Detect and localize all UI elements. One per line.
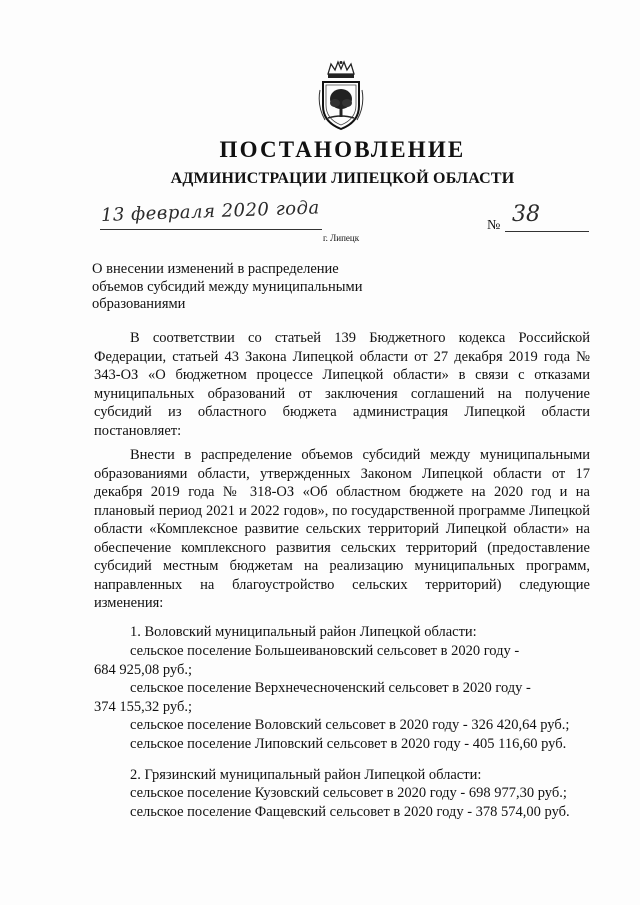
- list-item: сельское поселение Большеивановский сельсовет в 2020 году -: [130, 643, 520, 659]
- handwritten-number: 38: [512, 202, 540, 227]
- list-item: сельское поселение Воловский сельсовет в 2020 году - 326 420,64 руб.;: [130, 717, 570, 733]
- coat-of-arms-emblem: [317, 60, 365, 132]
- list-item: сельское поселение Кузовский сельсовет в 2020 году - 698 977,30 руб.;: [130, 785, 567, 801]
- date-underline: [100, 229, 322, 230]
- document-subject: О внесении изменений в распределение объемов субсидий между муниципальными образованиями: [92, 261, 363, 312]
- list-item: сельское поселение Верхнечесноченский сельсовет в 2020 году -: [130, 680, 531, 696]
- section-heading: 2. Грязинский муниципальный район Липецкой области:: [130, 767, 482, 783]
- list-item: 374 155,32 руб.;: [94, 699, 193, 715]
- document-title: ПОСТАНОВЛЕНИЕ: [219, 137, 466, 162]
- section-heading: 1. Воловский муниципальный район Липецкой области:: [130, 624, 477, 640]
- list-item: 684 925,08 руб.;: [94, 662, 193, 678]
- number-label: №: [487, 218, 501, 233]
- document-subtitle: АДМИНИСТРАЦИИ ЛИПЕЦКОЙ ОБЛАСТИ: [170, 170, 515, 187]
- city-label: г. Липецк: [323, 233, 360, 243]
- list-item: сельское поселение Липовский сельсовет в 2020 году - 405 116,60 руб.: [130, 736, 567, 752]
- number-underline: [505, 231, 589, 232]
- list-item: сельское поселение Фащевский сельсовет в 2020 году - 378 574,00 руб.: [130, 804, 570, 820]
- resolution-paragraph: Внести в распределение объемов субсидий между муниципальными образованиями области, утвержденных Законом Липецкой области от 17 декабря 2019 года № 318-ОЗ «Об областном бюджете на 2020 год и на плановый период 2021 и 2022 годов», по государственной программе Липецкой области «Комплексное развитие сельских территорий Липецкой области» на обеспечение комплексного развития сельских территорий (предоставление субсидий местным бюджетам на реализацию муниципальных программ, направленных на благоустройство сельских территорий) следующие изменения:: [94, 447, 590, 611]
- preamble-paragraph: В соответствии со статьей 139 Бюджетного кодекса Российской Федерации, статьей 43 Закона Липецкой области от 27 декабря 2019 года № 343-ОЗ «О бюджетном процессе Липецкой области» в связи с отказами муниципальных образований от заключения соглашений на получение субсидий из областного бюджета администрация Липецкой области постановляет:: [94, 330, 590, 439]
- handwritten-date: 13 февраля 2020 года: [100, 197, 321, 226]
